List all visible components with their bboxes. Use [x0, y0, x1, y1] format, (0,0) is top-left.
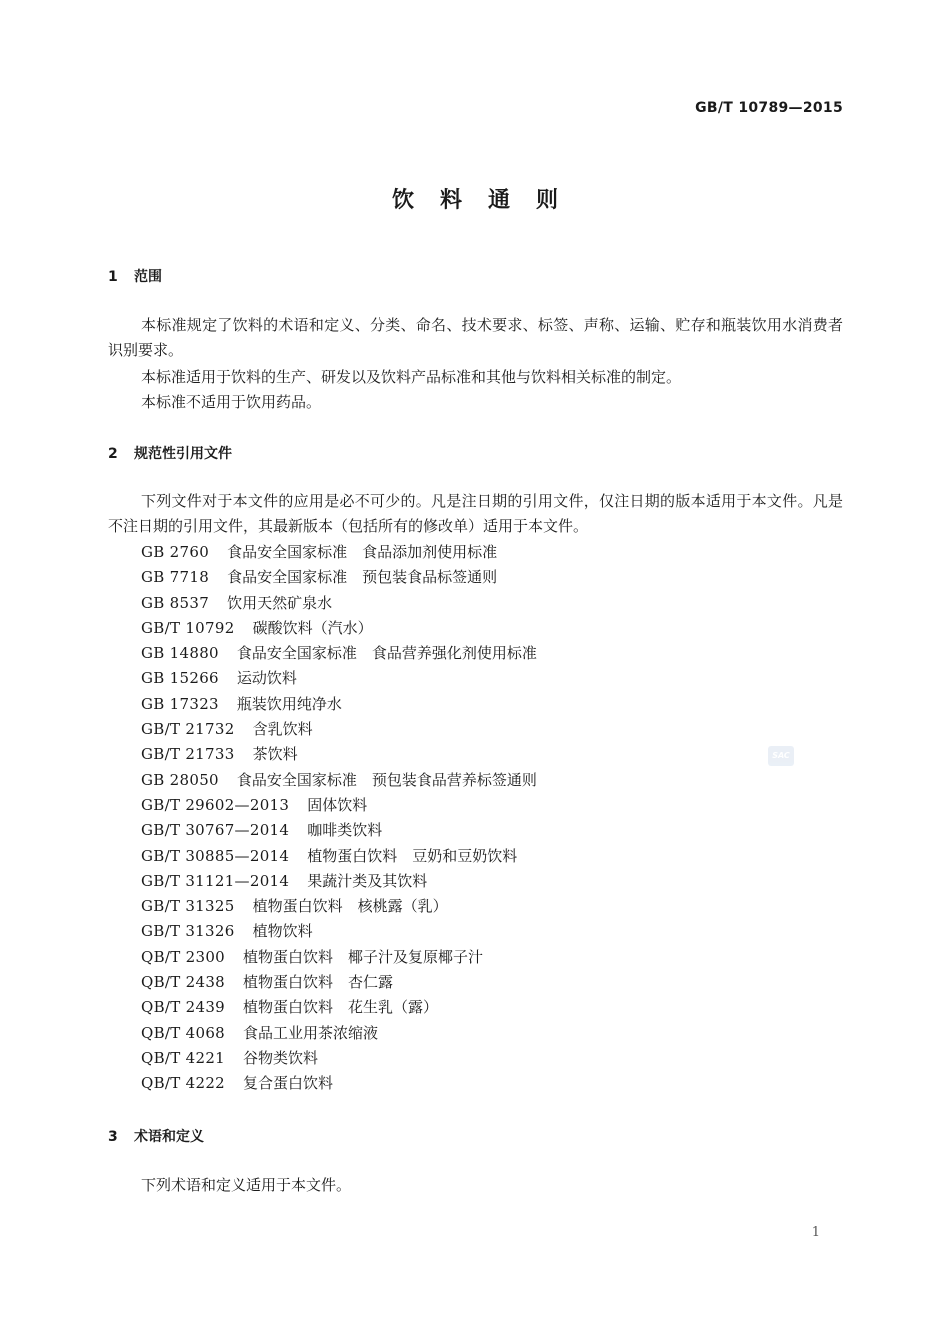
- reference-code: GB/T 29602—2013: [141, 795, 290, 814]
- reference-title: 食品安全国家标准 预包装食品标签通则: [227, 568, 498, 587]
- reference-code: GB 8537: [141, 593, 210, 612]
- reference-item: [141, 919, 537, 944]
- reference-title: 植物蛋白饮料 花生乳（露）: [243, 998, 439, 1017]
- section-title: 规范性引用文件: [134, 446, 232, 462]
- scope-paragraph-2: 本标准适用于饮料的生产、研发以及饮料产品标准和其他与饮料相关标准的制定。: [141, 368, 682, 386]
- reference-title: 食品安全国家标准 预包装食品营养标签通则: [236, 770, 537, 789]
- page-number: 1: [811, 1225, 820, 1240]
- reference-code: QB/T 2438: [141, 973, 226, 992]
- reference-item: [141, 945, 537, 970]
- reference-title: 食品工业用茶浓缩液: [243, 1023, 379, 1042]
- scope-paragraph-3: 本标准不适用于饮用药品。: [141, 393, 322, 411]
- reference-title: 固体饮料: [307, 795, 368, 814]
- reference-title: 含乳饮料: [252, 720, 313, 739]
- terms-intro-paragraph: 下列术语和定义适用于本文件。: [141, 1176, 352, 1194]
- section-number: 2: [108, 446, 118, 462]
- reference-code: GB/T 31121—2014: [141, 871, 290, 890]
- section-title: 术语和定义: [134, 1129, 204, 1145]
- reference-item: [141, 540, 537, 565]
- section-number: 3: [108, 1129, 118, 1145]
- reference-item: [141, 793, 537, 818]
- reference-title: 植物饮料: [252, 922, 313, 941]
- reference-title: 瓶装饮用纯净水: [236, 694, 342, 713]
- reference-item: [141, 1071, 537, 1096]
- reference-item: [141, 818, 537, 843]
- reference-code: GB 2760: [141, 543, 210, 561]
- scope-paragraph-1: 本标准规定了饮料的术语和定义、分类、命名、技术要求、标签、声称、运输、贮存和瓶装饮用水消费者识别要求。: [108, 316, 843, 359]
- reference-title: 谷物类饮料: [243, 1048, 319, 1067]
- reference-code: GB/T 21732: [141, 720, 235, 739]
- reference-title: 食品安全国家标准 食品添加剂使用标准: [227, 543, 498, 561]
- reference-title: 咖啡类饮料: [307, 821, 383, 840]
- reference-title: 植物蛋白饮料 豆奶和豆奶饮料: [307, 846, 518, 865]
- reference-title: 饮用天然矿泉水: [227, 593, 333, 612]
- section-heading-normative-references: [108, 443, 232, 463]
- reference-code: QB/T 4222: [141, 1074, 226, 1093]
- reference-item: [141, 641, 537, 666]
- reference-title: 碳酸饮料（汽水）: [252, 618, 373, 637]
- reference-code: QB/T 4221: [141, 1048, 226, 1067]
- reference-title: 食品安全国家标准 食品营养强化剂使用标准: [236, 644, 537, 663]
- reference-code: QB/T 2439: [141, 998, 226, 1017]
- section-heading-scope: [108, 266, 162, 286]
- standard-code: GB/T 10789—2015: [695, 100, 843, 116]
- reference-code: GB/T 30767—2014: [141, 821, 290, 840]
- reference-title: 植物蛋白饮料 椰子汁及复原椰子汁: [243, 947, 484, 966]
- reference-title: 果蔬汁类及其饮料: [307, 871, 428, 890]
- reference-code: GB/T 10792: [141, 618, 235, 637]
- reference-code: QB/T 4068: [141, 1023, 226, 1042]
- reference-list: [141, 540, 537, 1097]
- reference-title: 茶饮料: [252, 745, 298, 764]
- reference-title: 植物蛋白饮料 核桃露（乳）: [252, 897, 448, 916]
- reference-item: [141, 869, 537, 894]
- reference-item: [141, 666, 537, 691]
- section-heading-terms-definitions: [108, 1126, 204, 1146]
- reference-item: [141, 894, 537, 919]
- reference-item: [141, 970, 537, 995]
- reference-item: [141, 692, 537, 717]
- reference-code: GB 17323: [141, 694, 219, 713]
- reference-title: 运动饮料: [236, 669, 297, 688]
- reference-code: GB/T 31326: [141, 922, 235, 941]
- section-title: 范围: [134, 269, 162, 285]
- reference-item: [141, 1021, 537, 1046]
- reference-code: GB 14880: [141, 644, 219, 663]
- reference-item: [141, 844, 537, 869]
- document-title: 饮料通则: [391, 188, 584, 213]
- references-intro-paragraph: 下列文件对于本文件的应用是必不可少的。凡是注日期的引用文件，仅注日期的版本适用于本文件。凡是不注日期的引用文件，其最新版本（包括所有的修改单）适用于本文件。: [108, 492, 843, 535]
- reference-item: [141, 742, 537, 767]
- reference-item: [141, 1046, 537, 1071]
- reference-title: 植物蛋白饮料 杏仁露: [243, 973, 394, 992]
- section-number: 1: [108, 269, 118, 285]
- reference-item: [141, 565, 537, 590]
- reference-item: [141, 591, 537, 616]
- reference-code: GB/T 31325: [141, 897, 235, 916]
- reference-code: GB 7718: [141, 568, 210, 587]
- reference-item: [141, 995, 537, 1020]
- reference-code: GB/T 21733: [141, 745, 235, 764]
- reference-item: [141, 768, 537, 793]
- reference-item: [141, 616, 537, 641]
- reference-item: [141, 717, 537, 742]
- reference-code: GB/T 30885—2014: [141, 846, 290, 865]
- reference-code: GB 28050: [141, 770, 219, 789]
- sac-watermark: SAC: [768, 746, 794, 766]
- reference-title: 复合蛋白饮料: [243, 1074, 334, 1093]
- reference-code: QB/T 2300: [141, 947, 226, 966]
- reference-code: GB 15266: [141, 669, 219, 688]
